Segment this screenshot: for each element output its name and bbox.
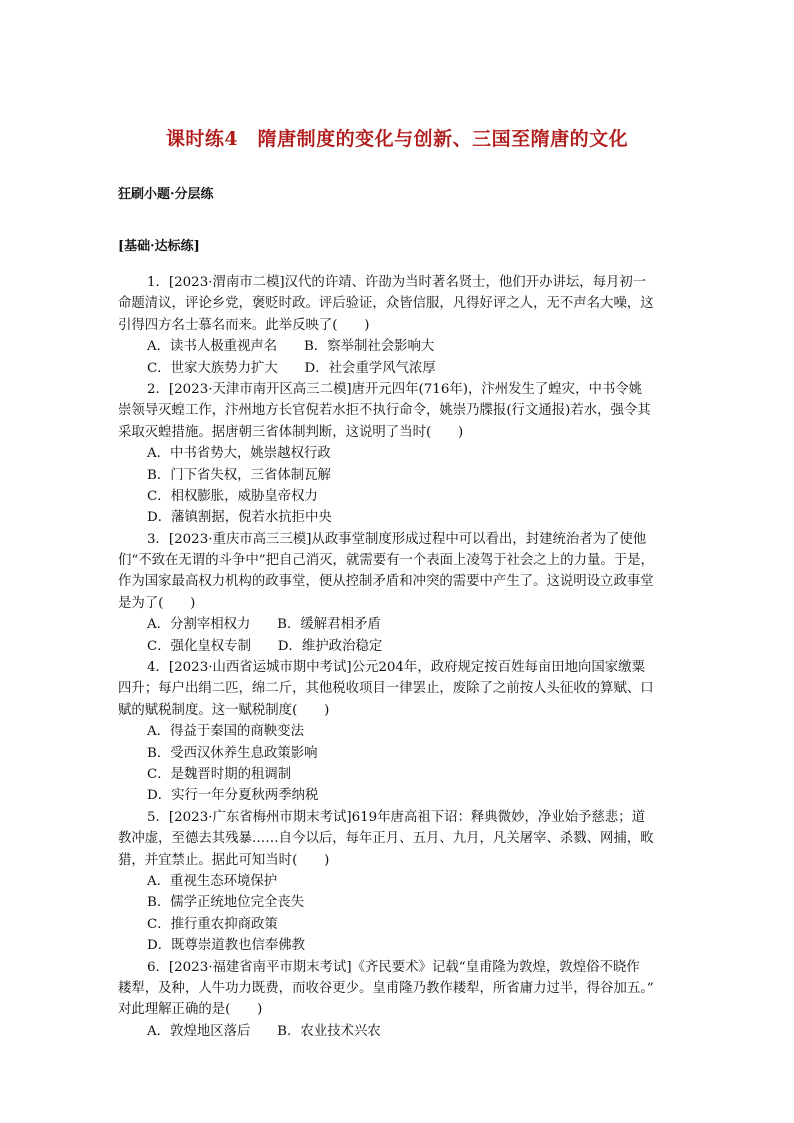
question-text-line: 教冲虚，至德去其残暴……自今以后，每年正月、五月、九月，凡关屠宰、杀戮、网捕，畋 — [118, 831, 654, 847]
question-start-line: 3．[2023·重庆市高三三模]从政事堂制度形成过程中可以看出，封建统治者为了使他 — [147, 531, 647, 547]
answer-option-line: D．实行一年分夏秋两季纳税 — [147, 788, 319, 804]
answer-option-line: C．是魏晋时期的租调制 — [147, 766, 292, 782]
question-text-line: 四升；每户出绢二匹，绵二斤，其他税收项目一律罢止，废除了之前按人头征收的算赋、口 — [118, 681, 654, 697]
question-start-line: 5．[2023·广东省梅州市期末考试]619年唐高祖下诏：释典微妙，净业始予慈悲；道 — [147, 809, 645, 825]
question-text-line: 命题清议，评论乡党，褒贬时政。评后验证，众皆信服，凡得好评之人，无不声名大噪，这 — [118, 296, 654, 312]
answer-option-line: A．中书省势大，姚崇越权行政 — [147, 446, 331, 462]
question-start-line: 6．[2023·福建省南平市期末考试]《齐民要术》记载“皇甫隆为敦煌，敦煌俗不晓作 — [147, 959, 640, 975]
question-start-line: 2．[2023·天津市南开区高三二模]唐开元四年(716年)，汴州发生了蝗灾，中书令姚 — [147, 381, 643, 397]
question-text-line: 猎，并宜禁止。据此可知当时( ) — [118, 852, 330, 868]
page-subtitle: 狂刷小题·分层练 — [118, 187, 214, 202]
page-title: 课时练4 隋唐制度的变化与创新、三国至隋唐的文化 — [165, 128, 629, 150]
question-text-line: 作为国家最高权力机构的政事堂，便从控制矛盾和冲突的需要中产生了。这说明设立政事堂 — [118, 574, 654, 590]
question-text-line: 崇领导灭蝗工作，汴州地方长官倪若水拒不执行命令，姚崇乃牒报(行文通报)若水，强令其 — [118, 403, 651, 419]
answer-option-line: A．读书人极重视声名 B．察举制社会影响大 — [147, 339, 435, 355]
question-start-line: 1．[2023·渭南市二模]汉代的许靖、许劭为当时著名贤士，他们开办讲坛，每月初一 — [147, 275, 647, 290]
question-text-line: 们“不致在无谓的斗争中”把自己消灭，就需要有一个表面上凌驾于社会之上的力量。于是， — [118, 553, 654, 569]
answer-option-line: B．儒学正统地位完全丧失 — [147, 895, 305, 911]
answer-option-line: A．分割宰相权力 B．缓解君相矛盾 — [147, 617, 381, 633]
answer-option-line: D．藩镇割据，倪若水抗拒中央 — [147, 510, 332, 526]
answer-option-line: C．推行重农抑商政策 — [147, 916, 278, 932]
answer-option-line: C．世家大族势力扩大 D．社会重学风气浓厚 — [147, 360, 436, 376]
question-text-line: 对此理解正确的是( ) — [118, 1002, 263, 1018]
question-text-line: 采取灭蝗措施。据唐朝三省体制判断，这说明了当时( ) — [118, 424, 464, 440]
answer-option-line: D．既尊崇道教也信奉佛教 — [147, 938, 306, 954]
answer-option-line: A．得益于秦国的商鞅变法 — [147, 724, 304, 740]
answer-option-line: A．重视生态环境保护 — [147, 873, 278, 889]
question-list — [118, 272, 678, 1042]
section-heading: [基础·达标练] — [118, 239, 200, 254]
answer-option-line: A．敦煌地区落后 B．农业技术兴农 — [147, 1023, 381, 1039]
question-start-line: 4．[2023·山西省运城市期中考试]公元204年，政府规定按百姓每亩田地向国家缴粟 — [147, 660, 645, 676]
question-text-line: 耧犁，及种，人牛功力既费，而收谷更少。皇甫隆乃教作耧犁，所省庸力过半，得谷加五。” — [118, 980, 654, 996]
answer-option-line: B．受西汉休养生息政策影响 — [147, 745, 318, 761]
answer-option-line: C．相权膨胀，威胁皇帝权力 — [147, 488, 318, 504]
answer-option-line: C．强化皇权专制 D．维护政治稳定 — [147, 638, 383, 654]
answer-option-line: B．门下省失权，三省体制瓦解 — [147, 467, 331, 483]
question-text-line: 赋的赋税制度。这一赋税制度( ) — [118, 702, 330, 718]
question-text-line: 引得四方名士慕名而来。此举反映了( ) — [118, 317, 370, 333]
question-text-line: 是为了( ) — [118, 595, 196, 611]
